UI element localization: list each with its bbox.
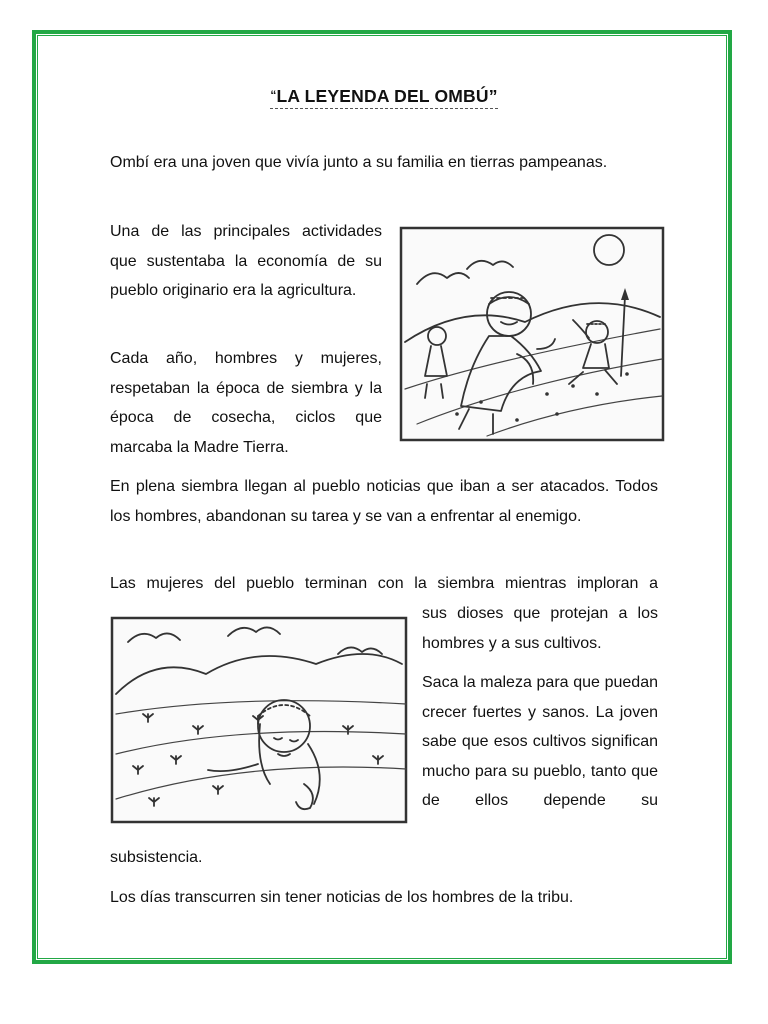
title-open-quote: “ [270,88,277,102]
paragraph-5-line-1: Las mujeres del pueblo terminan con la siembra mientras imploran a [110,575,658,592]
sowing-illustration [397,224,667,444]
paragraph-4: En plena siembra llegan al pueblo noticias que iban a ser atacados. Todos los hombres, abandonan su tarea y se van a enfrentar al enemigo. [110,478,658,525]
title-text: LA LEYENDA DEL OMBÚ [276,86,489,106]
title-close-quote: ” [488,86,498,106]
weeding-illustration [108,614,410,826]
title-underline [270,86,497,109]
paragraph-7: Los días transcurren sin tener noticias de los hombres de la tribu. [110,889,574,906]
paragraph-6-end: subsistencia. [110,849,203,866]
paragraph-6: Saca la maleza para que puedan crecer fuertes y sanos. La joven sabe que esos cultivos significan mucho para su pueblo, tanto que de ellos depende su [422,674,658,809]
paragraph-2: Una de las principales actividades que sustentaba la economía de su pueblo originario era la agricultura. [110,223,382,299]
paragraph-1: Ombí era una joven que vivía junto a su familia en tierras pampeanas. [110,154,608,171]
page-title [0,86,768,107]
paragraph-5-continuation: sus dioses que protejan a los hombres y a sus cultivos. [422,605,658,652]
paragraph-3: Cada año, hombres y mujeres, respetaban la época de siembra y la época de cosecha, ciclos que marcaba la Madre Tierra. [110,350,382,456]
